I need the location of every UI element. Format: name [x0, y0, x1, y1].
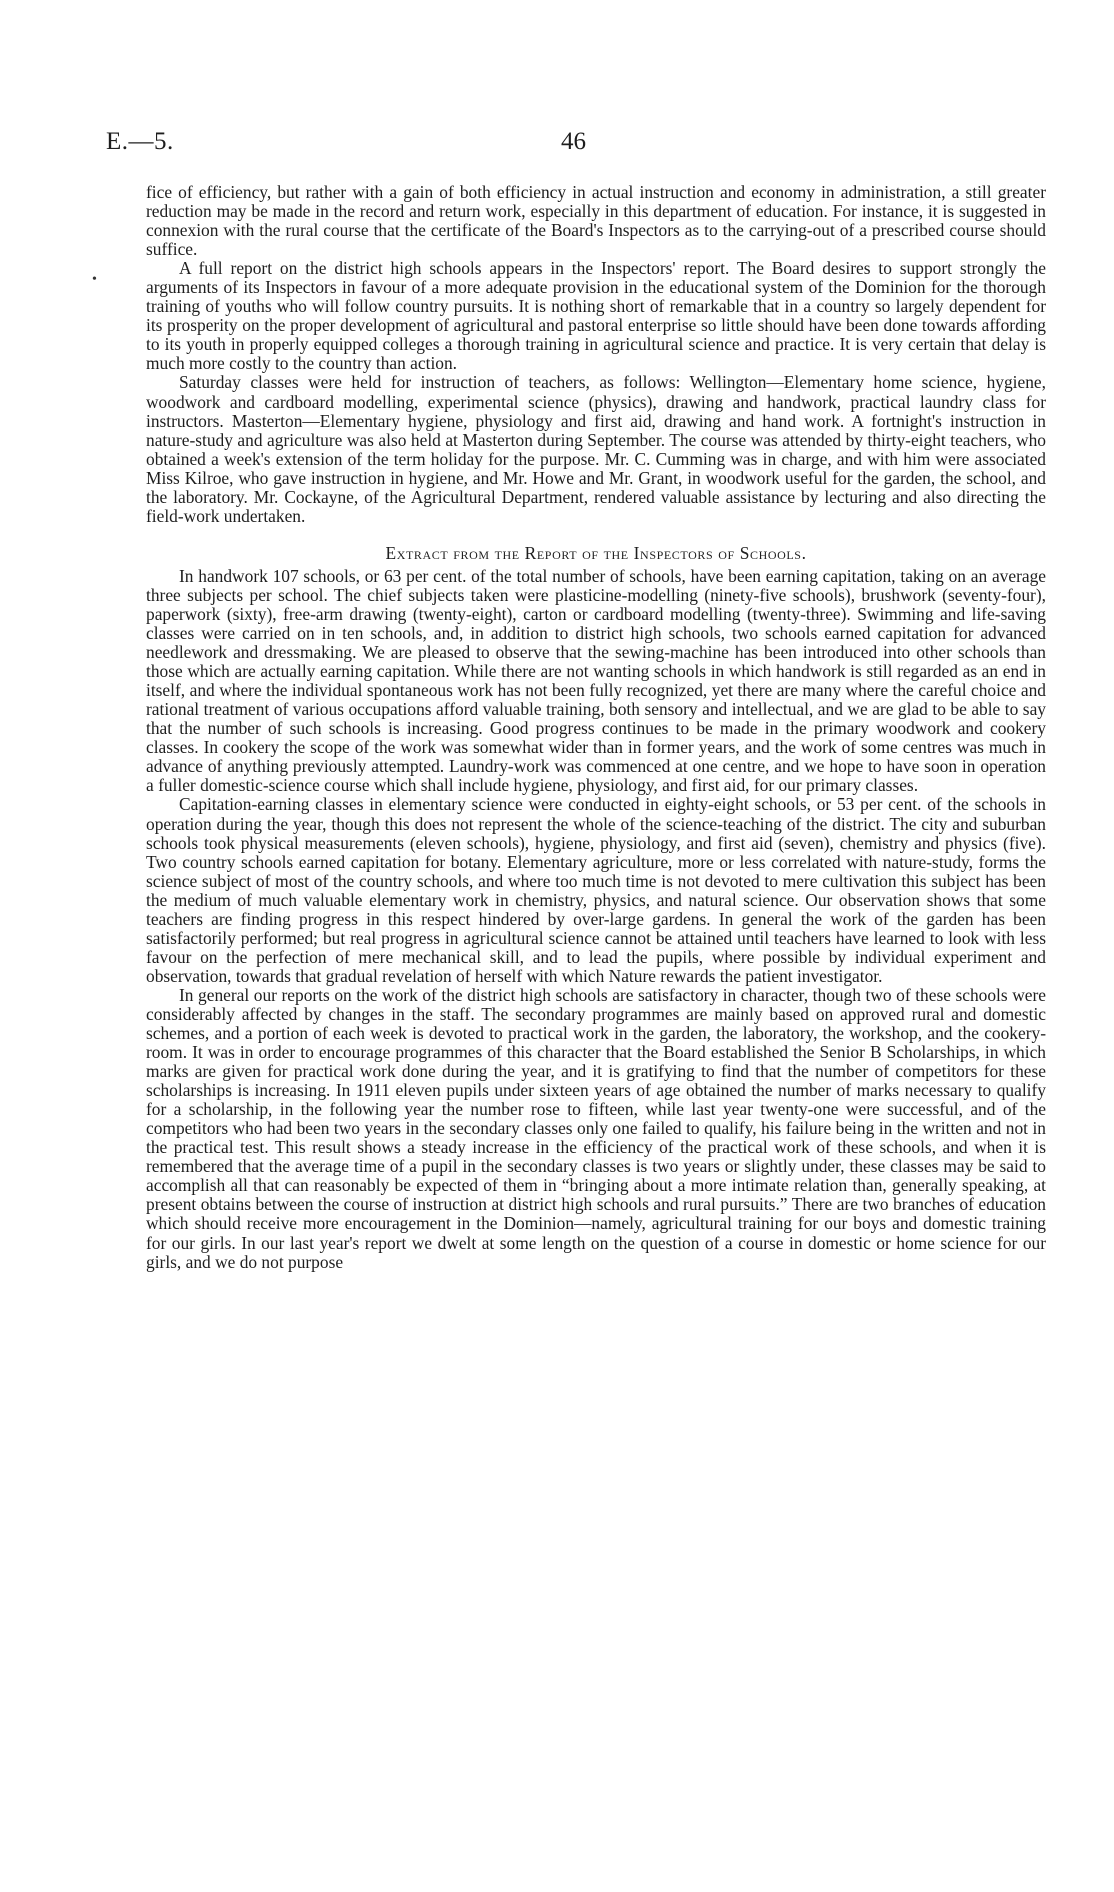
report-body — [146, 183, 1046, 1272]
paragraph: In handwork 107 schools, or 63 per cent. of the total number of schools, have been earning capitation, taking on an average three subjects per school. The chief subjects taken were plasticine-modelling (ninety-five schools), brushwork (seventy-four), paperwork (sixty), free-arm drawing (twenty-eight), carton or cardboard modelling (twenty-three). Swimming and life-saving classes were carried on in ten schools, and, in addition to district high schools, two schools earned capitation for advanced needlework and dressmaking. We are pleased to observe that the sewing-machine has been introduced into other schools than those which are actually earning capitation. While there are not wanting schools in which handwork is still regarded as an end in itself, and where the individual spontaneous work has not been fully recognized, yet there are many where the careful choice and rational treatment of various occupations afford valuable training, both sensory and intellectual, and we are glad to be able to say that the number of such schools is increasing. Good progress continues to be made in the primary woodwork and cookery classes. In cookery the scope of the work was somewhat wider than in former years, and the work of some centres was much in advance of anything previously attempted. Laundry-work was commenced at one centre, and we hope to have soon in operation a fuller domestic-science course which shall include hygiene, physiology, and first aid, for our primary classes. — [146, 565, 1046, 796]
margin-mark: • — [92, 272, 97, 287]
paragraph: Saturday classes were held for instruction of teachers, as follows: Wellington—Elementary home science, hygiene, woodwork and cardboard modelling, experimental science (physics), drawing and handwork, practical laundry class for instructors. Masterton—Elementary hygiene, physiology and first aid, drawing and hand work. A fortnight's instruction in nature-study and agriculture was also held at Masterton during September. The course was attended by thirty-eight teachers, who obtained a week's extension of the term holiday for the purpose. Mr. C. Cumming was in charge, and with him were associated Miss Kilroe, who gave instruction in hygiene, and Mr. Howe and Mr. Grant, in woodwork useful for the garden, the school, and the laboratory. Mr. Cockayne, of the Agricultural Department, rendered valuable assistance by lecturing and also directing the field-work undertaken. — [146, 372, 1046, 526]
section-heading: Extract from the Report of the Inspectors of Schools. — [385, 542, 807, 563]
page-header — [106, 128, 1006, 162]
document-reference: E.—5. — [106, 128, 174, 155]
page-number: 46 — [561, 128, 586, 155]
paragraph: Capitation-earning classes in elementary science were conducted in eighty-eight schools, or 53 per cent. of the schools in operation during the year, though this does not represent the whole of the science-teaching of the district. The city and suburban schools took physical measurements (eleven schools), hygiene, physiology, and first aid (seven), chemistry and physics (five). Two country schools earned capitation for botany. Elementary agriculture, more or less correlated with nature-study, forms the science subject of most of the country schools, and where too much time is not devoted to mere cultivation this subject has been the medium of much valuable elementary work in chemistry, physics, and natural science. Our observation shows that some teachers are finding progress in this respect hindered by over-large gardens. In general the work of the garden has been satisfactorily performed; but real progress in agricultural science cannot be attained until teachers have learned to look with less favour on the perfection of mere mechanical skill, and to lead the pupils, where possible by individual experiment and observation, towards that gradual revelation of herself with which Nature rewards the patient investigator. — [146, 794, 1046, 986]
paragraph: A full report on the district high schools appears in the Inspectors' report. The Board desires to support strongly the arguments of its Inspectors in favour of a more adequate provision in the educational system of the Dominion for the thorough training of youths who will follow country pursuits. It is nothing short of remarkable that in a country so largely dependent for its prosperity on the proper development of agricultural and pastoral enterprise so little should have been done towards affording to its youth in properly equipped colleges a thorough training in agricultural science and practice. It is very certain that delay is much more costly to the country than action. — [146, 258, 1046, 374]
paragraph: In general our reports on the work of the district high schools are satisfactory in character, though two of these schools were considerably affected by changes in the staff. The secondary programmes are mainly based on approved rural and domestic schemes, and a portion of each week is devoted to practical work in the garden, the laboratory, the workshop, and the cookery-room. It was in order to encourage programmes of this character that the Board established the Senior B Scholarships, in which marks are given for practical work done during the year, and it is gratifying to find that the number of competitors for these scholarships is increasing. In 1911 eleven pupils under sixteen years of age obtained the number of marks necessary to qualify for a scholarship, in the following year the number rose to fifteen, while last year twenty-one were successful, and of the competitors who had been two years in the secondary classes only one failed to qualify, his failure being in the written and not in the practical test. This result shows a steady increase in the efficiency of the practical work of these schools, and when it is remembered that the average time of a pupil in the secondary classes is two years or slightly under, these classes may be said to accomplish all that can reasonably be expected of them in “bringing about a more intimate relation than, generally speaking, at present obtains between the course of instruction at district high schools and rural pursuits.” There are two branches of education which should receive more encouragement in the Dominion—namely, agricultural training for our boys and domestic training for our girls. In our last year's report we dwelt at some length on the question of a course in domestic or home science for our girls, and we do not purpose — [146, 984, 1046, 1272]
paragraph: fice of efficiency, but rather with a gain of both efficiency in actual instruction and economy in administration, a still greater reduction may be made in the record and return work, especially in this department of education. For instance, it is suggested in connexion with the rural course that the certificate of the Board's Inspectors as to the carrying-out of a prescribed course should suffice. — [146, 182, 1046, 260]
